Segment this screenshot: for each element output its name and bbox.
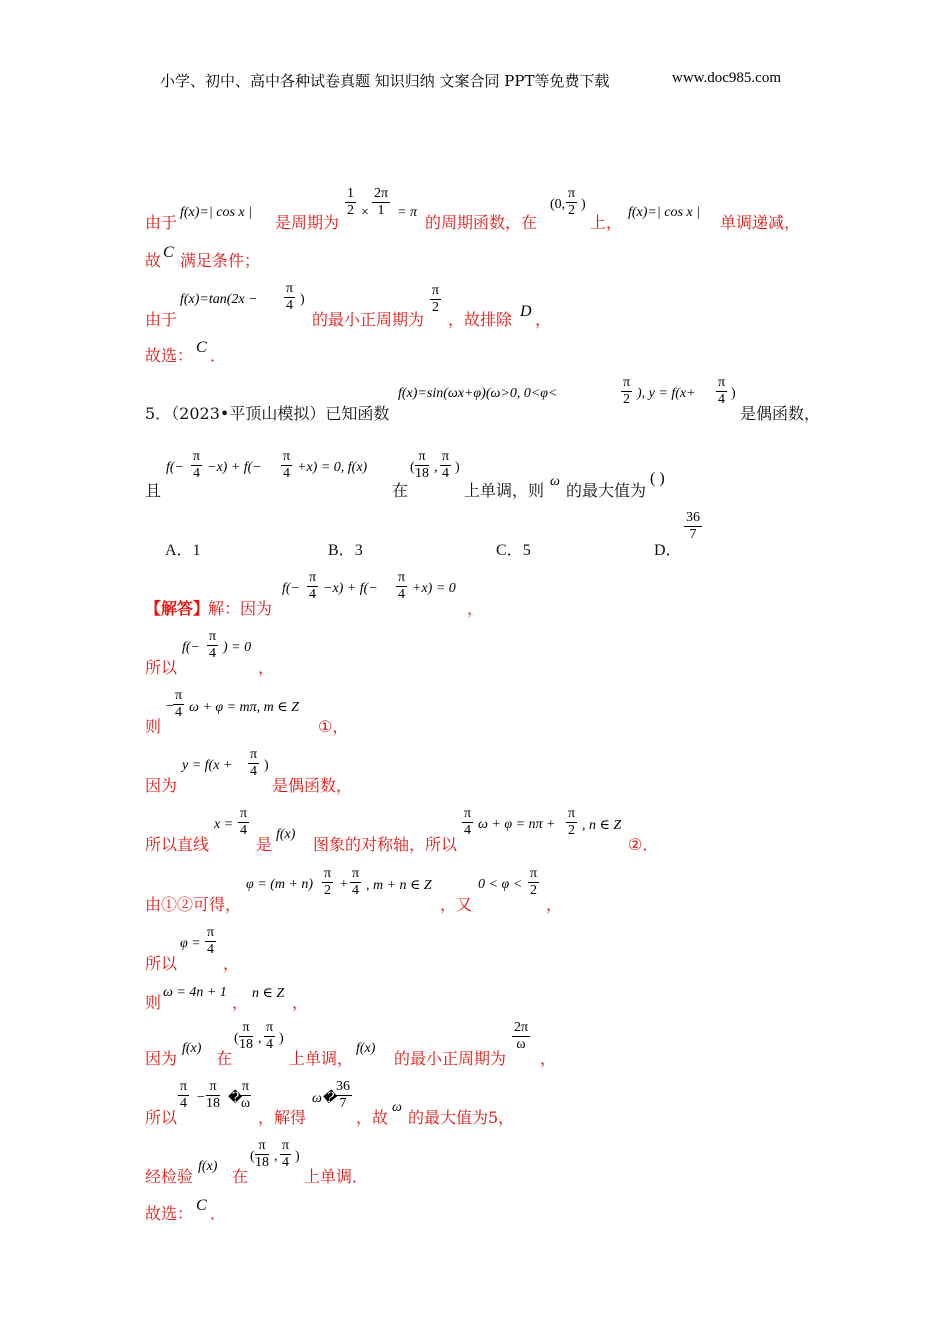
math: ω + φ = mπ, m ∈ Z	[189, 700, 299, 715]
math: f(x)=| cos x |	[628, 205, 700, 220]
text: 单调递减，	[720, 213, 801, 232]
solution-tag: 【解答】	[145, 599, 210, 618]
text: 的最小正周期为	[312, 310, 425, 329]
math: y = f(x +	[182, 758, 233, 773]
fraction: $\frac{\pi}{4}$	[352, 866, 360, 898]
math: )	[295, 1149, 300, 1164]
text: ，	[535, 310, 552, 329]
option-a[interactable]: A．1	[165, 542, 201, 559]
text: 是周期为	[275, 213, 340, 232]
fraction: $\frac{\pi}{2}$	[530, 866, 538, 898]
fraction: $\frac{\pi}{4}$	[464, 806, 472, 838]
math: ω	[550, 474, 560, 489]
math: ) = 0	[223, 640, 252, 655]
math: n ∈ Z	[252, 986, 285, 1001]
text: 上单调，	[289, 1049, 354, 1068]
math: C	[196, 1197, 207, 1214]
text: 经检验	[145, 1167, 194, 1186]
text: 因为	[145, 1049, 178, 1068]
math: −x) + f(−	[207, 460, 262, 475]
fraction: $\frac{1}{2}$	[347, 186, 354, 218]
text: 所以	[145, 954, 178, 973]
math: f(x)=sin(ωx+φ)(ω>0, 0<φ<	[398, 386, 558, 401]
fraction: $\frac{\pi}{4}$	[250, 747, 258, 779]
text: ．	[210, 1204, 227, 1223]
text: 由于	[145, 213, 178, 232]
math: f(x)=tan(2x −	[180, 292, 258, 307]
fraction: $\frac{\pi}{2}$	[432, 283, 440, 315]
text: ，	[540, 1049, 557, 1068]
math: f(x)	[276, 827, 296, 842]
math: ω�	[312, 1091, 337, 1106]
math: f(x)	[182, 1041, 202, 1056]
text: 上单调，则	[464, 481, 545, 500]
math: (	[250, 1149, 255, 1164]
text: 所以	[145, 1108, 178, 1127]
text: ②．	[628, 835, 659, 854]
fraction: $\frac{\pi}{4}$	[442, 449, 450, 481]
fraction: $\frac{\pi}{4}$	[282, 1138, 290, 1170]
text: ，解得	[258, 1108, 307, 1127]
math: ω = 4n + 1	[163, 985, 227, 1000]
text: ，故	[356, 1108, 389, 1127]
math: C	[196, 339, 207, 356]
text: ，故排除	[448, 310, 513, 329]
math: )	[581, 197, 586, 212]
text: ，	[258, 658, 275, 677]
text: 图象的对称轴，所以	[313, 835, 458, 854]
text: 故选：	[145, 346, 194, 365]
fraction: $\frac{\pi}{\omega}$	[240, 1079, 251, 1111]
math: ,	[258, 1031, 262, 1046]
math: ), y = f(x+	[637, 386, 696, 401]
header-url[interactable]: www.doc985.com	[672, 70, 782, 86]
text: 则	[145, 993, 162, 1012]
math: x =	[214, 817, 234, 832]
fraction: $\frac{\pi}{18}$	[255, 1138, 269, 1170]
text: 在	[232, 1167, 249, 1186]
text: 是偶函数，	[272, 776, 353, 795]
math: ω	[392, 1100, 402, 1115]
math: )	[731, 386, 736, 401]
math: D	[520, 303, 532, 320]
text: 的周期函数，在	[425, 213, 538, 232]
option-d-fraction[interactable]: $\frac{36}{7}$	[686, 510, 700, 542]
text: 是偶函数，	[740, 404, 821, 423]
math: +x) = 0, f(x)	[297, 460, 368, 475]
math: (	[234, 1031, 239, 1046]
fraction: $\frac{\pi}{4}$	[209, 629, 217, 661]
text: 解：因为	[208, 599, 273, 618]
math: ,	[434, 460, 438, 475]
math: (	[410, 460, 415, 475]
fraction: $\frac{\pi}{4}$	[286, 281, 294, 313]
math: , n ∈ Z	[582, 818, 622, 833]
text: ，	[546, 895, 563, 914]
math: )	[279, 1031, 284, 1046]
math: φ =	[180, 936, 201, 951]
math: �	[228, 1091, 243, 1106]
math: f(−	[166, 460, 184, 475]
fraction: $\frac{\pi}{18}$	[206, 1079, 220, 1111]
math: ×	[361, 205, 369, 220]
fraction: $\frac{\pi}{18}$	[239, 1020, 253, 1052]
option-b[interactable]: B．3	[328, 542, 363, 559]
math: f(x)	[356, 1041, 376, 1056]
option-d[interactable]: D．	[654, 542, 682, 559]
text: 上，	[590, 213, 623, 232]
fraction: $\frac{\pi}{2}$	[568, 806, 576, 838]
answer-blank: ( )	[650, 470, 665, 487]
math: ,	[274, 1149, 278, 1164]
math: +	[339, 877, 349, 892]
text: ①，	[318, 717, 349, 736]
text: 因为	[145, 776, 178, 795]
text: ，	[223, 954, 240, 973]
fraction: $\frac{\pi}{4}$	[175, 688, 183, 720]
math: −	[196, 1090, 206, 1105]
math: )	[455, 460, 460, 475]
math: +x) = 0	[412, 581, 456, 596]
fraction: $\frac{2\pi}{\omega}$	[514, 1020, 529, 1052]
math: C	[163, 244, 174, 261]
text: 故选：	[145, 1204, 194, 1223]
text: 故	[145, 251, 162, 270]
fraction: $\frac{\pi}{2}$	[623, 375, 631, 407]
text: 且	[145, 481, 162, 500]
text: ，又	[440, 895, 473, 914]
fraction: $\frac{\pi}{4}$	[283, 449, 291, 481]
text: 的最大值为	[566, 481, 647, 500]
math: = π	[397, 205, 417, 220]
fraction: $\frac{\pi}{4}$	[266, 1020, 274, 1052]
text: 由于	[145, 310, 178, 329]
math: )	[300, 292, 305, 307]
text: 所以直线	[145, 835, 210, 854]
fraction: $\frac{\pi}{4}$	[309, 570, 317, 602]
text: ，	[467, 599, 484, 618]
math: f(−	[282, 581, 300, 596]
fraction: $\frac{\pi}{2}$	[324, 866, 332, 898]
math: f(x)	[198, 1159, 218, 1174]
fraction: $\frac{\pi}{4}$	[207, 925, 215, 957]
fraction: $\frac{\pi}{2}$	[568, 186, 576, 218]
fraction: $\frac{\pi}{4}$	[718, 375, 726, 407]
text: 则	[145, 717, 162, 736]
fraction: $\frac{2\pi}{1}$	[374, 186, 389, 218]
text: ，	[232, 993, 249, 1012]
math: −	[165, 699, 175, 714]
math: 0 < φ <	[478, 877, 523, 892]
math: )	[264, 758, 269, 773]
text: ，	[292, 993, 309, 1012]
fraction: $\frac{\pi}{18}$	[415, 449, 429, 481]
header-left: 小学、初中、高中各种试卷真题 知识归纳 文案合同 PPT等免费下载	[160, 72, 610, 90]
math: (0,	[550, 197, 566, 212]
fraction: $\frac{\pi}{4}$	[180, 1079, 188, 1111]
option-c[interactable]: C．5	[496, 542, 531, 559]
question-intro: 5．（2023•平顶山模拟）已知函数	[145, 404, 390, 423]
fraction: $\frac{\pi}{4}$	[193, 449, 201, 481]
math: f(−	[182, 640, 200, 655]
math: φ = (m + n)	[246, 877, 314, 892]
text: 上单调．	[304, 1167, 369, 1186]
text: 所以	[145, 658, 178, 677]
math: , m + n ∈ Z	[366, 878, 432, 893]
fraction: $\frac{36}{7}$	[336, 1079, 350, 1111]
text: 的最大值为5，	[408, 1108, 515, 1127]
fraction: $\frac{\pi}{4}$	[240, 806, 248, 838]
text: 是	[256, 835, 273, 854]
text: 的最小正周期为	[394, 1049, 507, 1068]
text: 在	[216, 1049, 233, 1068]
fraction: $\frac{\pi}{4}$	[398, 570, 406, 602]
math: ω + φ = nπ +	[478, 817, 556, 832]
math: f(x)=| cos x |	[180, 205, 252, 220]
text: 满足条件；	[180, 251, 261, 270]
text: ．	[210, 346, 227, 365]
text: 由①②可得，	[145, 895, 242, 914]
text: 在	[392, 481, 409, 500]
math: −x) + f(−	[323, 581, 378, 596]
